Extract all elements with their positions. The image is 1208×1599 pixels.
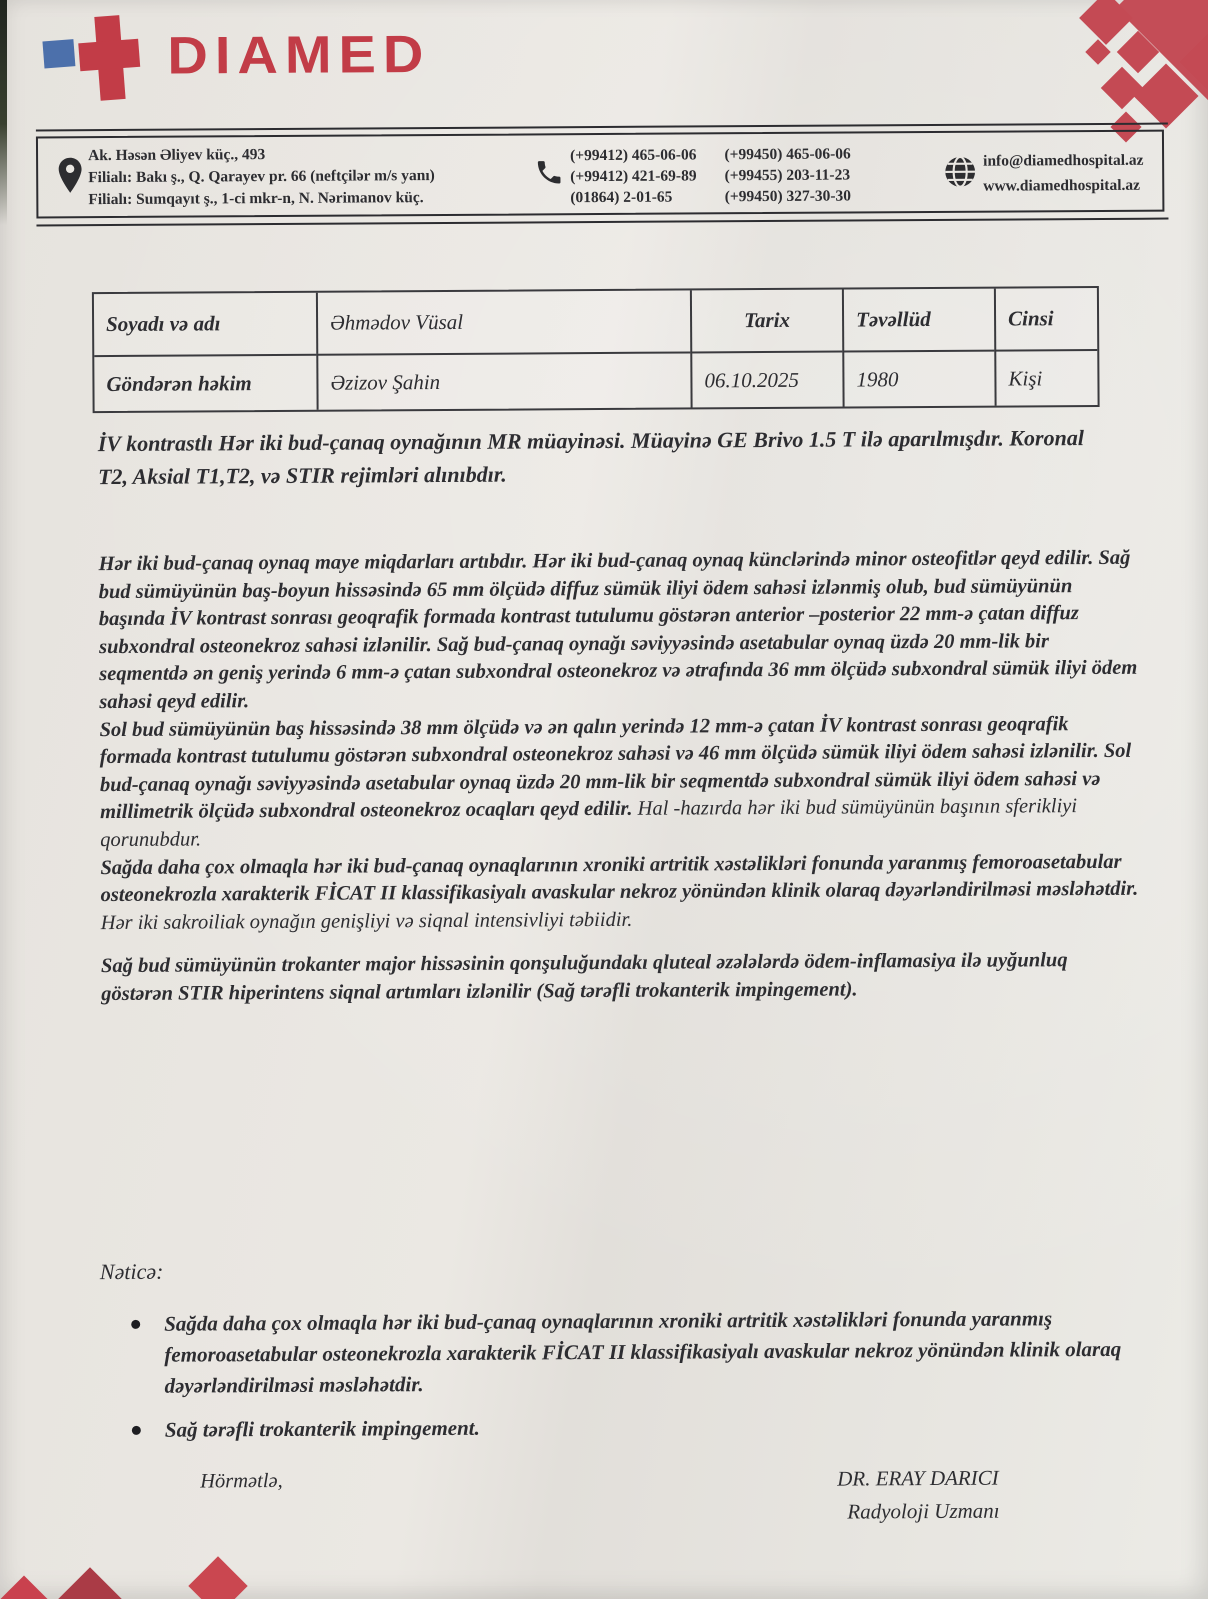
list-item xyxy=(104,1409,1172,1447)
doctor-name: DR. ERAY DARICI xyxy=(837,1465,999,1491)
doctor-title: Radyoloji Uzmanı xyxy=(847,1498,1000,1524)
gender-value: Kişi xyxy=(994,349,1097,406)
findings-paragraph: Hər iki bud-çanaq oynaq maye miqdarları artıbdır. Hər iki bud-çanaq oynaq künclərində minor osteofitlər qeyd edilir. Sağ bud sümüyünün baş-boyun hissəsində 65 mm ölçüdə diffuz sümük iliyi ödem sahəsi izlənmiş olub, bud sümüyünün başında İV kontrast sonrası geoqrafik formada kontrast tutulumu göstərən anterior –posterior 22 mm-ə çatan diffuz subxondral osteonekroz sahəsi izlənilir. Sağ bud-çanaq oynağı səviyyəsində asetabular oynaq üzdə 20 mm-lik bir seqmentdə ən geniş yerində 6 mm-ə çatan subxondral osteonekroz və ətrafında 36 mm ölçüdə subxondral sümük iliyi ödem sahəsi qeyd edilir. xyxy=(98,546,1138,714)
birth-label: Təvəllüd xyxy=(842,289,994,351)
address-line: Filialı: Sumqayıt ş., 1-ci mkr-n, N. Nərimanov küç. xyxy=(88,189,424,209)
findings-paragraph: Sağ bud sümüyünün trokanter major hissəsinin qonşuluğundakı qluteal əzələlərdə ödem-inflamasiya ilə uyğunluq göstərən STIR hiperintens siqnal artımları izlənilir (Sağ tərəfli trokanterik impingement). xyxy=(100,949,1068,1005)
location-pin-icon xyxy=(56,156,84,194)
contact-bar xyxy=(36,130,1164,219)
logo-blue-square xyxy=(42,39,75,68)
phone-number: (+99455) 203-11-23 xyxy=(724,166,851,185)
list-item xyxy=(103,1303,1172,1403)
conclusion-heading: Nəticə: xyxy=(99,1258,164,1285)
phone-number: (+99450) 327-30-30 xyxy=(724,187,852,206)
patient-name-value: Əhmədov Vüsal xyxy=(316,290,690,353)
findings-text: Hal -hazırda hər iki bud sümüyünün başının sferikliyi qorunubdur. xyxy=(100,795,1078,852)
address-line: Ak. Həsən Əliyev küç., 493 xyxy=(88,146,266,165)
email-text: info@diamedhospital.az xyxy=(983,151,1144,170)
logo-cross-icon xyxy=(76,14,142,102)
date-value: 06.10.2025 xyxy=(690,351,842,408)
closing-salutation: Hörmətlə, xyxy=(200,1469,283,1493)
findings-paragraph: Hər iki sakroiliak oynağın genişliyi və siqnal intensivliyi təbiidir. xyxy=(100,908,633,934)
date-label: Tarix xyxy=(690,290,842,352)
address-block xyxy=(88,143,435,211)
patient-name-label: Soyadı və adı xyxy=(106,311,221,337)
brand-wordmark: DIAMED xyxy=(167,23,431,85)
signature-block xyxy=(837,1462,1000,1529)
globe-icon xyxy=(943,155,977,189)
referring-doctor-value: Əzizov Şahin xyxy=(316,351,690,409)
address-line: Filialı: Bakı ş., Q. Qarayev pr. 66 (neftçilər m/s yanı) xyxy=(88,167,435,187)
referring-doctor-label: Göndərən həkim xyxy=(94,354,316,411)
phone-numbers xyxy=(570,143,851,208)
findings-paragraph: Sağda daha çox olmaqla hər iki bud-çanaq oynaqlarının xroniki artritik xəstəlikləri fonunda yaranmış femoroasetabular osteonekrozla xarakterik FİCAT II klassifikasiyalı avaskular nekroz yönündən klinik olaraq dəyərləndirilməsi məsləhətdir. xyxy=(100,850,1139,907)
diamed-logo xyxy=(0,0,1203,85)
conclusion-item-text: Sağ tərəfli trokanterik impingement. xyxy=(164,1415,480,1442)
website-text: www.diamedhospital.az xyxy=(983,176,1141,195)
phone-column xyxy=(724,143,851,207)
web-block xyxy=(983,148,1144,199)
phone-column xyxy=(570,144,697,208)
phone-number: (01864) 2-01-65 xyxy=(570,188,673,207)
findings-body xyxy=(98,545,1143,1009)
conclusion-item-text: Sağda daha çox olmaqla hər iki bud-çanaq oynaqlarının xroniki artritik xəstəlikləri fonunda yaranmış femoroasetabular osteonekrozla xarakterik FİCAT II klassifikasiyalı avaskular nekroz yönündən klinik olaraq dəyərləndirilməsi məsləhətdir. xyxy=(164,1306,1122,1398)
bullet-dot-icon xyxy=(132,1426,141,1435)
bullet-dot-icon xyxy=(131,1320,140,1329)
phone-number: (+99412) 421-69-89 xyxy=(570,167,697,186)
findings-paragraph xyxy=(99,710,1142,854)
exam-intro: İV kontrastlı Hər iki bud-çanaq oynağının MR müayinəsi. Müayinə GE Brivo 1.5 T ilə aparılmışdır. Koronal T2, Aksial T1,T2, və STIR rejimləri alınıbdır. xyxy=(97,425,1084,490)
phone-number: (+99412) 465-06-06 xyxy=(570,146,697,165)
findings-text: Sol bud sümüyünün baş hissəsində 38 mm ölçüdə və ən qalın yerində 12 mm-ə çatan İV kontrast sonrası geoqrafik formada kontrast tutulumu göstərən subxondral osteonekroz sahəsi və 46 mm ölçüdə sümük iliyi ödem sahəsi izlənilir. Sol bud-çanaq oynağı səviyyəsində asetabular oynaq üzdə 20 mm-lik bir seqmentdə subxondral sümük iliyi ödem sahəsi və millimetrik ölçüdə subxondral osteonekroz ocaqları qeyd edilir. xyxy=(99,712,1132,824)
phone-icon xyxy=(534,157,564,187)
header-rule-bottom xyxy=(36,218,1168,227)
gender-label: Cinsi xyxy=(994,288,1097,350)
birth-value: 1980 xyxy=(842,350,994,407)
conclusion-list xyxy=(103,1303,1172,1460)
patient-table xyxy=(92,286,1100,413)
phone-number: (+99450) 465-06-06 xyxy=(724,145,851,164)
